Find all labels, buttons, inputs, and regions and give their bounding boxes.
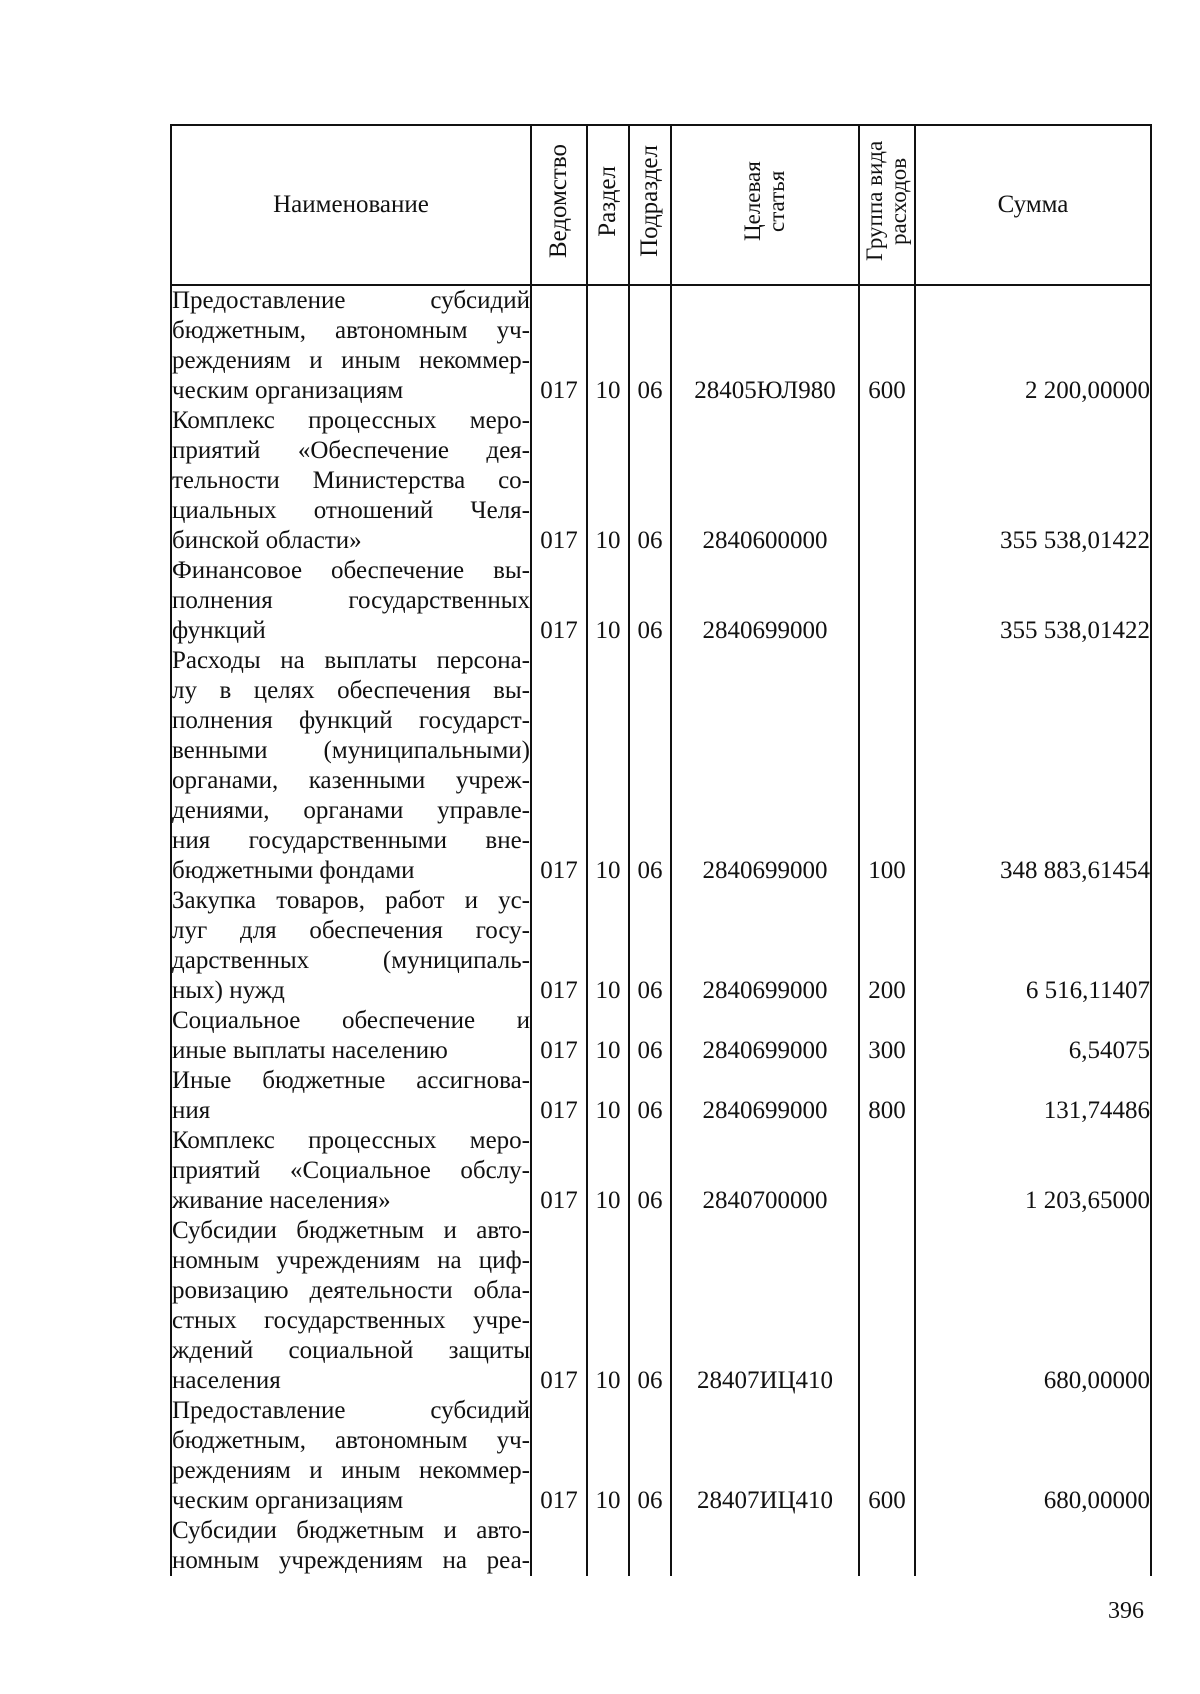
row-razdel: 10 bbox=[587, 1066, 629, 1126]
row-name-line: Иные бюджетные ассигнова- bbox=[172, 1067, 530, 1094]
row-vedomstvo: 017 bbox=[531, 1126, 587, 1216]
table-row bbox=[171, 556, 1151, 646]
row-vedomstvo: 017 bbox=[531, 646, 587, 886]
row-name-line: Субсидии бюджетным и авто- bbox=[172, 1517, 530, 1544]
table-row bbox=[171, 1066, 1151, 1126]
row-summa bbox=[915, 1516, 1151, 1576]
row-name-line: ния bbox=[172, 1097, 211, 1124]
row-podrazdel: 06 bbox=[629, 646, 671, 886]
row-summa: 2 200,00000 bbox=[915, 285, 1151, 406]
row-name-line: полнения государственных bbox=[172, 587, 530, 614]
row-celevaya-statya: 28405ЮЛ980 bbox=[671, 285, 859, 406]
row-gruppa-vida: 800 bbox=[859, 1066, 915, 1126]
row-podrazdel bbox=[629, 1516, 671, 1576]
row-podrazdel: 06 bbox=[629, 1126, 671, 1216]
row-vedomstvo: 017 bbox=[531, 1066, 587, 1126]
row-razdel: 10 bbox=[587, 886, 629, 1006]
row-razdel bbox=[587, 1516, 629, 1576]
row-name-line: Финансовое обеспечение вы- bbox=[172, 557, 530, 584]
row-summa: 355 538,01422 bbox=[915, 556, 1151, 646]
row-name-line: бюджетным, автономным уч- bbox=[172, 1427, 530, 1454]
row-name bbox=[171, 285, 531, 406]
row-razdel: 10 bbox=[587, 556, 629, 646]
row-podrazdel: 06 bbox=[629, 1006, 671, 1066]
row-name bbox=[171, 1396, 531, 1516]
row-razdel: 10 bbox=[587, 1216, 629, 1396]
row-name bbox=[171, 1216, 531, 1396]
table-row bbox=[171, 1126, 1151, 1216]
row-name-line: ческим организациям bbox=[172, 377, 404, 404]
table-row bbox=[171, 1396, 1151, 1516]
row-gruppa-vida bbox=[859, 1516, 915, 1576]
row-celevaya-statya: 2840699000 bbox=[671, 556, 859, 646]
row-podrazdel: 06 bbox=[629, 556, 671, 646]
row-vedomstvo: 017 bbox=[531, 556, 587, 646]
table-row bbox=[171, 406, 1151, 556]
row-name bbox=[171, 1126, 531, 1216]
table-row-continued bbox=[171, 1516, 1151, 1576]
row-name-line: населения bbox=[172, 1367, 281, 1394]
row-vedomstvo bbox=[531, 1516, 587, 1576]
row-gruppa-vida: 600 bbox=[859, 1396, 915, 1516]
row-celevaya-statya: 2840700000 bbox=[671, 1126, 859, 1216]
header-gruppa: Группа вида расходов bbox=[859, 125, 915, 285]
row-celevaya-statya: 2840699000 bbox=[671, 1066, 859, 1126]
row-name-line: номным учреждениям на циф- bbox=[172, 1247, 530, 1274]
row-name-line: приятий «Обеспечение дея- bbox=[172, 437, 530, 464]
row-name-line: луг для обеспечения госу- bbox=[172, 917, 530, 944]
row-name-line: дениями, органами управле- bbox=[172, 797, 530, 824]
row-name-line: тельности Министерства со- bbox=[172, 467, 530, 494]
row-vedomstvo: 017 bbox=[531, 1006, 587, 1066]
table-row bbox=[171, 1216, 1151, 1396]
row-name-line: бюджетным, автономным уч- bbox=[172, 317, 530, 344]
row-celevaya-statya: 2840699000 bbox=[671, 886, 859, 1006]
header-podrazdel: Подраздел bbox=[629, 125, 671, 285]
row-vedomstvo: 017 bbox=[531, 1216, 587, 1396]
row-name-line: стных государственных учре- bbox=[172, 1307, 530, 1334]
row-name bbox=[171, 1516, 531, 1576]
header-razdel: Раздел bbox=[587, 125, 629, 285]
header-celevaya: Целевая статья bbox=[671, 125, 859, 285]
row-celevaya-statya: 28407ИЦ410 bbox=[671, 1216, 859, 1396]
row-summa: 1 203,65000 bbox=[915, 1126, 1151, 1216]
row-name-line: Расходы на выплаты персона- bbox=[172, 647, 530, 674]
table-row bbox=[171, 285, 1151, 406]
row-name bbox=[171, 406, 531, 556]
row-name bbox=[171, 556, 531, 646]
row-name-line: номным учреждениям на реа- bbox=[172, 1547, 530, 1574]
row-razdel: 10 bbox=[587, 646, 629, 886]
row-vedomstvo: 017 bbox=[531, 1396, 587, 1516]
row-gruppa-vida bbox=[859, 406, 915, 556]
row-podrazdel: 06 bbox=[629, 1396, 671, 1516]
row-podrazdel: 06 bbox=[629, 285, 671, 406]
row-celevaya-statya: 2840600000 bbox=[671, 406, 859, 556]
row-name-line: бинской области» bbox=[172, 527, 362, 554]
row-gruppa-vida: 300 bbox=[859, 1006, 915, 1066]
table-body bbox=[171, 285, 1151, 1576]
row-vedomstvo: 017 bbox=[531, 886, 587, 1006]
row-name-line: ных) нужд bbox=[172, 977, 285, 1004]
row-razdel: 10 bbox=[587, 1006, 629, 1066]
row-name-line: Предоставление субсидий bbox=[172, 1397, 530, 1424]
row-name-line: реждениям и иным некоммер- bbox=[172, 347, 530, 374]
row-razdel: 10 bbox=[587, 1126, 629, 1216]
row-name-line: функций bbox=[172, 617, 266, 644]
table-row bbox=[171, 1006, 1151, 1066]
row-name-line: живание населения» bbox=[172, 1187, 391, 1214]
row-name-line: полнения функций государст- bbox=[172, 707, 530, 734]
row-summa: 6,54075 bbox=[915, 1006, 1151, 1066]
row-name-line: лу в целях обеспечения вы- bbox=[172, 677, 530, 704]
row-name-line: ческим организациям bbox=[172, 1487, 404, 1514]
row-podrazdel: 06 bbox=[629, 406, 671, 556]
row-razdel: 10 bbox=[587, 406, 629, 556]
row-name-line: бюджетными фондами bbox=[172, 857, 415, 884]
row-summa: 131,74486 bbox=[915, 1066, 1151, 1126]
row-name bbox=[171, 1066, 531, 1126]
row-name bbox=[171, 1006, 531, 1066]
row-celevaya-statya bbox=[671, 1516, 859, 1576]
row-celevaya-statya: 2840699000 bbox=[671, 646, 859, 886]
row-vedomstvo: 017 bbox=[531, 406, 587, 556]
row-gruppa-vida: 600 bbox=[859, 285, 915, 406]
row-name-line: венными (муниципальными) bbox=[172, 737, 530, 764]
row-podrazdel: 06 bbox=[629, 1216, 671, 1396]
row-gruppa-vida bbox=[859, 1126, 915, 1216]
table-row bbox=[171, 646, 1151, 886]
row-name bbox=[171, 646, 531, 886]
row-name bbox=[171, 886, 531, 1006]
table-header-row bbox=[171, 125, 1151, 285]
header-vedomstvo: Ведомство bbox=[531, 125, 587, 285]
row-name-line: Закупка товаров, работ и ус- bbox=[172, 887, 530, 914]
row-name-line: приятий «Социальное обслу- bbox=[172, 1157, 530, 1184]
row-name-line: циальных отношений Челя- bbox=[172, 497, 530, 524]
row-razdel: 10 bbox=[587, 285, 629, 406]
row-name-line: Субсидии бюджетным и авто- bbox=[172, 1217, 530, 1244]
row-vedomstvo: 017 bbox=[531, 285, 587, 406]
row-summa: 680,00000 bbox=[915, 1216, 1151, 1396]
row-name-line: ровизацию деятельности обла- bbox=[172, 1277, 530, 1304]
row-gruppa-vida bbox=[859, 1216, 915, 1396]
row-name-line: Комплекс процессных меро- bbox=[172, 1127, 530, 1154]
row-name-line: Социальное обеспечение и bbox=[172, 1007, 530, 1034]
header-name: Наименование bbox=[171, 125, 531, 285]
budget-table bbox=[170, 124, 1152, 1576]
row-podrazdel: 06 bbox=[629, 1066, 671, 1126]
row-name-line: реждениям и иным некоммер- bbox=[172, 1457, 530, 1484]
row-name-line: ния государственными вне- bbox=[172, 827, 530, 854]
row-gruppa-vida: 100 bbox=[859, 646, 915, 886]
row-summa: 680,00000 bbox=[915, 1396, 1151, 1516]
table-row bbox=[171, 886, 1151, 1006]
row-summa: 355 538,01422 bbox=[915, 406, 1151, 556]
row-name-line: Предоставление субсидий bbox=[172, 287, 530, 314]
row-gruppa-vida: 200 bbox=[859, 886, 915, 1006]
row-celevaya-statya: 28407ИЦ410 bbox=[671, 1396, 859, 1516]
header-summa: Сумма bbox=[915, 125, 1151, 285]
row-gruppa-vida bbox=[859, 556, 915, 646]
row-name-line: иные выплаты населению bbox=[172, 1037, 448, 1064]
row-summa: 348 883,61454 bbox=[915, 646, 1151, 886]
row-celevaya-statya: 2840699000 bbox=[671, 1006, 859, 1066]
row-summa: 6 516,11407 bbox=[915, 886, 1151, 1006]
row-razdel: 10 bbox=[587, 1396, 629, 1516]
row-name-line: дарственных (муниципаль- bbox=[172, 947, 530, 974]
row-name-line: ждений социальной защиты bbox=[172, 1337, 530, 1364]
row-podrazdel: 06 bbox=[629, 886, 671, 1006]
page-number: 396 bbox=[1108, 1598, 1144, 1624]
row-name-line: органами, казенными учреж- bbox=[172, 767, 530, 794]
row-name-line: Комплекс процессных меро- bbox=[172, 407, 530, 434]
